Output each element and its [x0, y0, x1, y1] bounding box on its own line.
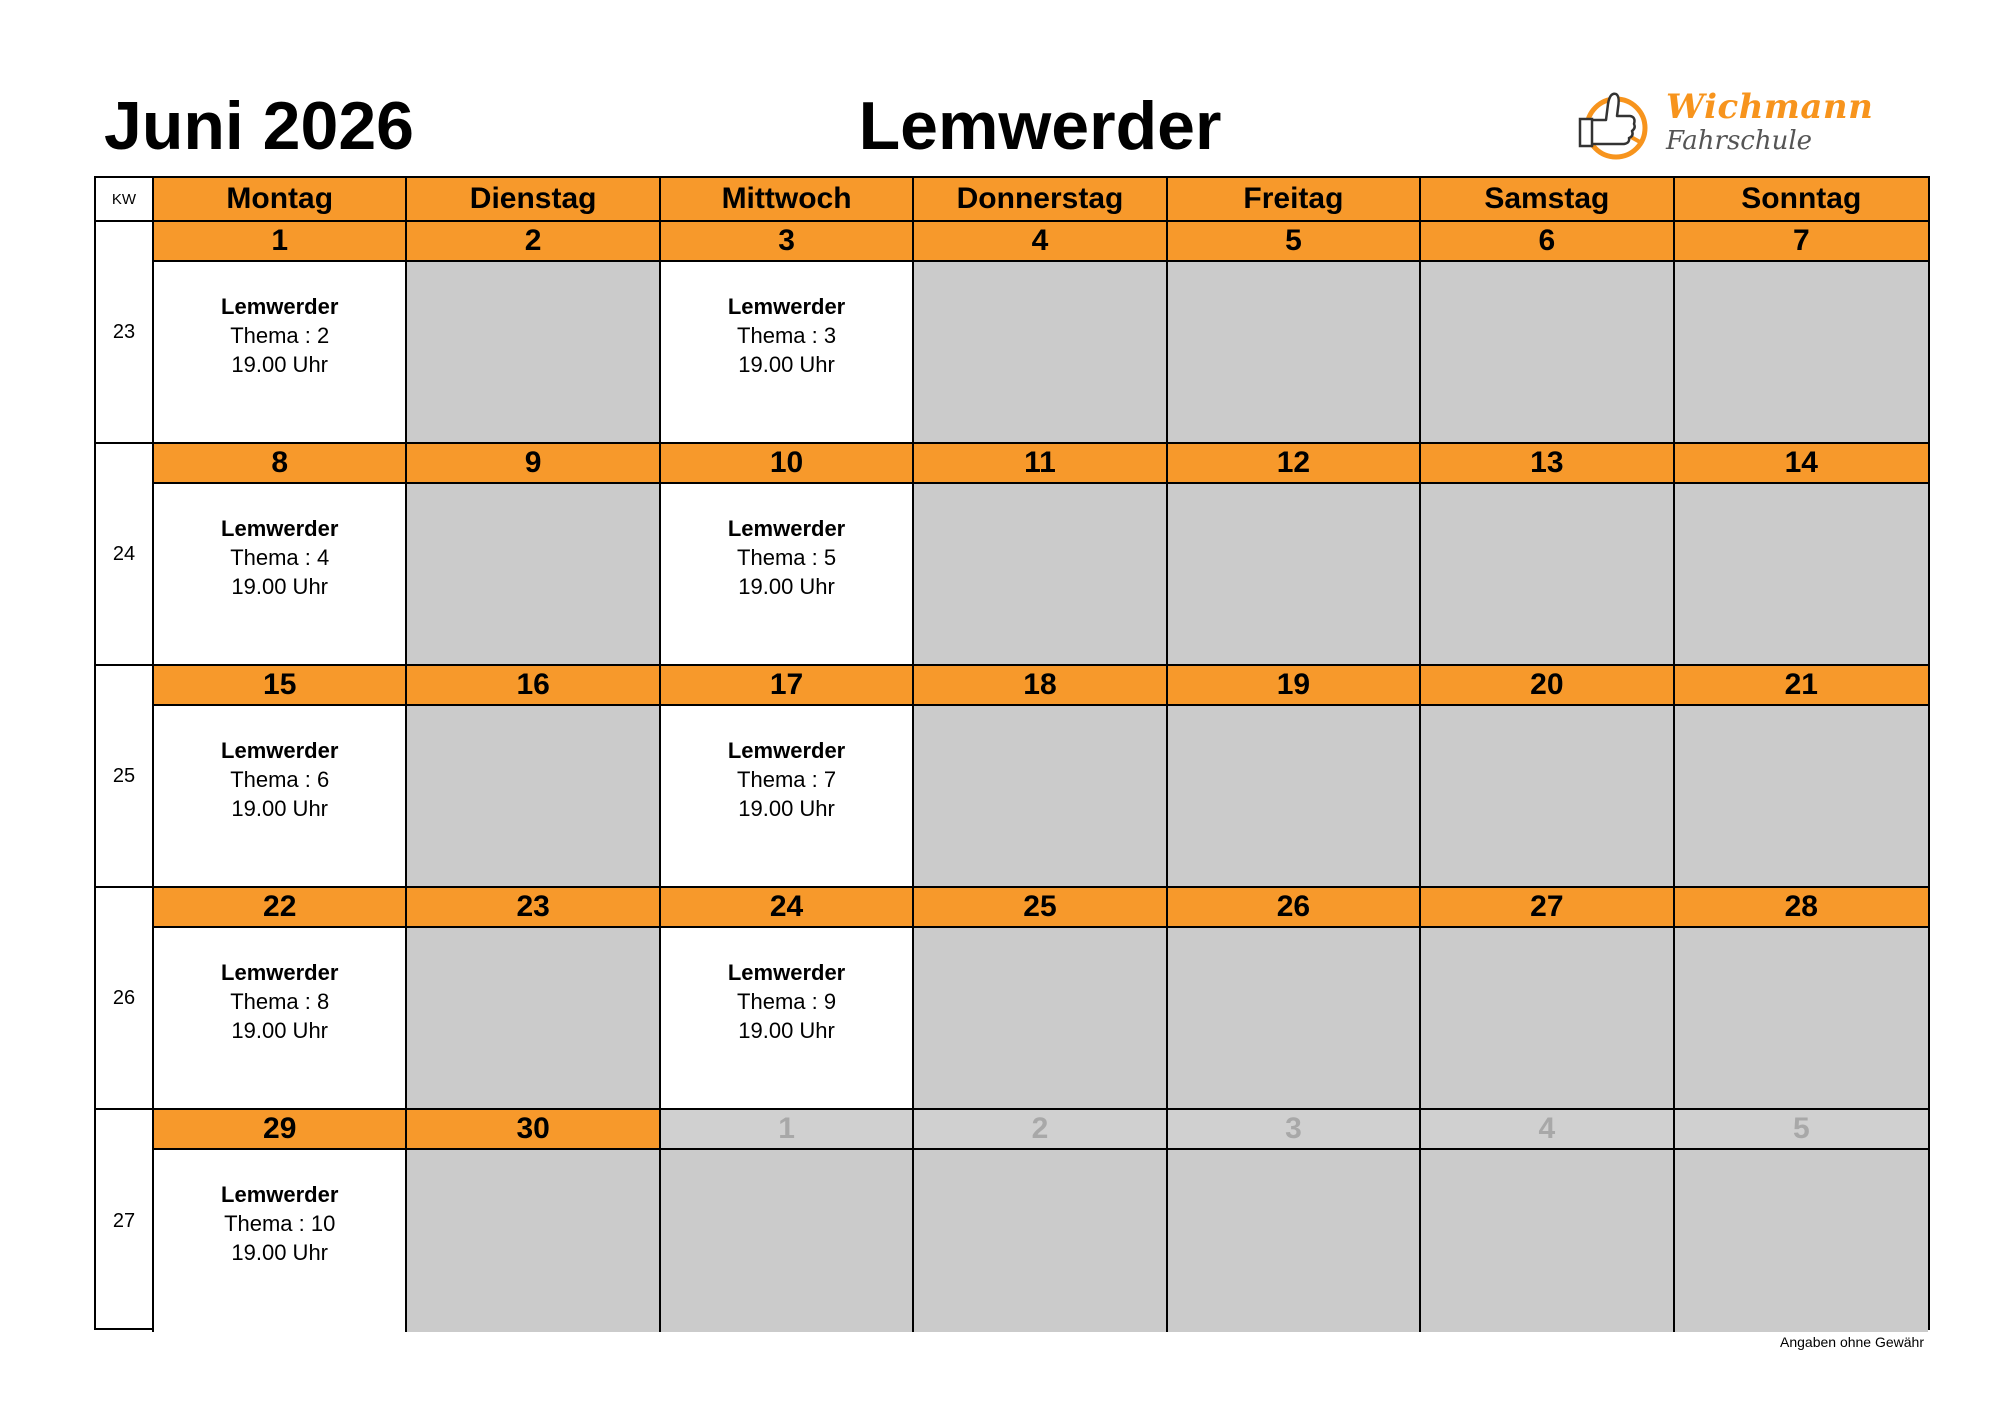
day-number: 27 [1421, 888, 1674, 928]
event-time: 19.00 Uhr [231, 352, 329, 377]
weekday-header: Samstag [1421, 178, 1674, 222]
week-number: 24 [96, 444, 154, 666]
day-number: 2 [914, 1110, 1167, 1150]
day-number: 22 [154, 888, 407, 928]
day-number: 30 [407, 1110, 660, 1150]
empty-day-cell [1675, 928, 1928, 1110]
day-number: 11 [914, 444, 1167, 484]
empty-day-cell [1168, 484, 1421, 666]
day-number: 4 [1421, 1110, 1674, 1150]
weekday-header: Dienstag [407, 178, 660, 222]
event-cell [661, 484, 914, 666]
event-time: 19.00 Uhr [738, 796, 835, 821]
day-number: 29 [154, 1110, 407, 1150]
day-number: 26 [1168, 888, 1421, 928]
day-number: 28 [1675, 888, 1928, 928]
day-number: 3 [661, 222, 914, 262]
day-number: 2 [407, 222, 660, 262]
event-topic: Thema : 5 [737, 545, 837, 570]
event-time: 19.00 Uhr [738, 352, 835, 377]
day-number: 12 [1168, 444, 1421, 484]
event-cell [154, 1150, 407, 1332]
day-number: 7 [1675, 222, 1928, 262]
thumbs-up-steering-wheel-icon [1570, 84, 1660, 160]
empty-day-cell [1675, 262, 1928, 444]
week-number: 26 [96, 888, 154, 1110]
event-cell [154, 484, 407, 666]
day-number: 24 [661, 888, 914, 928]
day-number: 23 [407, 888, 660, 928]
day-number: 21 [1675, 666, 1928, 706]
day-number: 4 [914, 222, 1167, 262]
empty-day-cell [1675, 1150, 1928, 1332]
event-cell [661, 262, 914, 444]
day-number: 20 [1421, 666, 1674, 706]
day-number: 6 [1421, 222, 1674, 262]
empty-day-cell [1421, 1150, 1674, 1332]
day-number: 3 [1168, 1110, 1421, 1150]
event-time: 19.00 Uhr [738, 574, 835, 599]
event-time: 19.00 Uhr [231, 1018, 329, 1043]
empty-day-cell [1675, 484, 1928, 666]
event-location: Lemwerder [221, 738, 339, 763]
week-number: 23 [96, 222, 154, 444]
empty-day-cell [914, 1150, 1167, 1332]
week-number: 25 [96, 666, 154, 888]
event-location: Lemwerder [727, 738, 846, 763]
event-cell [154, 928, 407, 1110]
event-topic: Thema : 8 [230, 989, 330, 1014]
empty-day-cell [407, 262, 660, 444]
event-location: Lemwerder [727, 960, 846, 985]
weekday-header: Mittwoch [661, 178, 914, 222]
empty-day-cell [1168, 1150, 1421, 1332]
empty-day-cell [914, 928, 1167, 1110]
day-number: 1 [154, 222, 407, 262]
day-number: 16 [407, 666, 660, 706]
disclaimer: Angaben ohne Gewähr [1780, 1334, 1924, 1350]
empty-day-cell [1421, 928, 1674, 1110]
day-number: 25 [914, 888, 1167, 928]
day-number: 18 [914, 666, 1167, 706]
kw-column-header: KW [96, 178, 154, 222]
event-time: 19.00 Uhr [231, 574, 329, 599]
event-topic: Thema : 3 [737, 323, 837, 348]
logo-subtitle: Fahrschule [1666, 126, 1813, 156]
event-topic: Thema : 9 [737, 989, 837, 1014]
school-logo [1570, 82, 1905, 162]
event-cell [154, 262, 407, 444]
event-location: Lemwerder [221, 1182, 339, 1207]
empty-day-cell [914, 484, 1167, 666]
event-location: Lemwerder [727, 516, 846, 541]
empty-day-cell [1421, 706, 1674, 888]
calendar-grid [94, 176, 1930, 1330]
weekday-header: Sonntag [1675, 178, 1928, 222]
event-topic: Thema : 4 [230, 545, 330, 570]
empty-day-cell [661, 1150, 914, 1332]
event-location: Lemwerder [727, 294, 846, 319]
event-location: Lemwerder [221, 294, 339, 319]
day-number: 10 [661, 444, 914, 484]
week-number: 27 [96, 1110, 154, 1332]
day-number: 5 [1675, 1110, 1928, 1150]
event-cell [154, 706, 407, 888]
event-location: Lemwerder [221, 516, 339, 541]
event-cell [661, 706, 914, 888]
event-time: 19.00 Uhr [231, 796, 329, 821]
empty-day-cell [407, 1150, 660, 1332]
month-title: Juni 2026 [104, 88, 414, 164]
event-time: 19.00 Uhr [738, 1018, 835, 1043]
event-location: Lemwerder [221, 960, 339, 985]
empty-day-cell [1675, 706, 1928, 888]
empty-day-cell [407, 484, 660, 666]
event-topic: Thema : 6 [230, 767, 330, 792]
empty-day-cell [1421, 484, 1674, 666]
empty-day-cell [1168, 928, 1421, 1110]
day-number: 9 [407, 444, 660, 484]
empty-day-cell [1168, 706, 1421, 888]
day-number: 15 [154, 666, 407, 706]
day-number: 17 [661, 666, 914, 706]
weekday-header: Montag [154, 178, 407, 222]
day-number: 1 [661, 1110, 914, 1150]
location-title: Lemwerder [858, 88, 1222, 164]
day-number: 14 [1675, 444, 1928, 484]
day-number: 13 [1421, 444, 1674, 484]
empty-day-cell [407, 706, 660, 888]
event-topic: Thema : 7 [737, 767, 837, 792]
empty-day-cell [1168, 262, 1421, 444]
event-topic: Thema : 10 [224, 1211, 336, 1236]
event-cell [661, 928, 914, 1110]
event-time: 19.00 Uhr [231, 1240, 329, 1265]
weekday-header: Donnerstag [914, 178, 1167, 222]
day-number: 5 [1168, 222, 1421, 262]
event-topic: Thema : 2 [230, 323, 330, 348]
day-number: 8 [154, 444, 407, 484]
empty-day-cell [914, 706, 1167, 888]
empty-day-cell [1421, 262, 1674, 444]
logo-brand-name: Wichmann [1666, 87, 1874, 127]
empty-day-cell [407, 928, 660, 1110]
day-number: 19 [1168, 666, 1421, 706]
weekday-header: Freitag [1168, 178, 1421, 222]
empty-day-cell [914, 262, 1167, 444]
